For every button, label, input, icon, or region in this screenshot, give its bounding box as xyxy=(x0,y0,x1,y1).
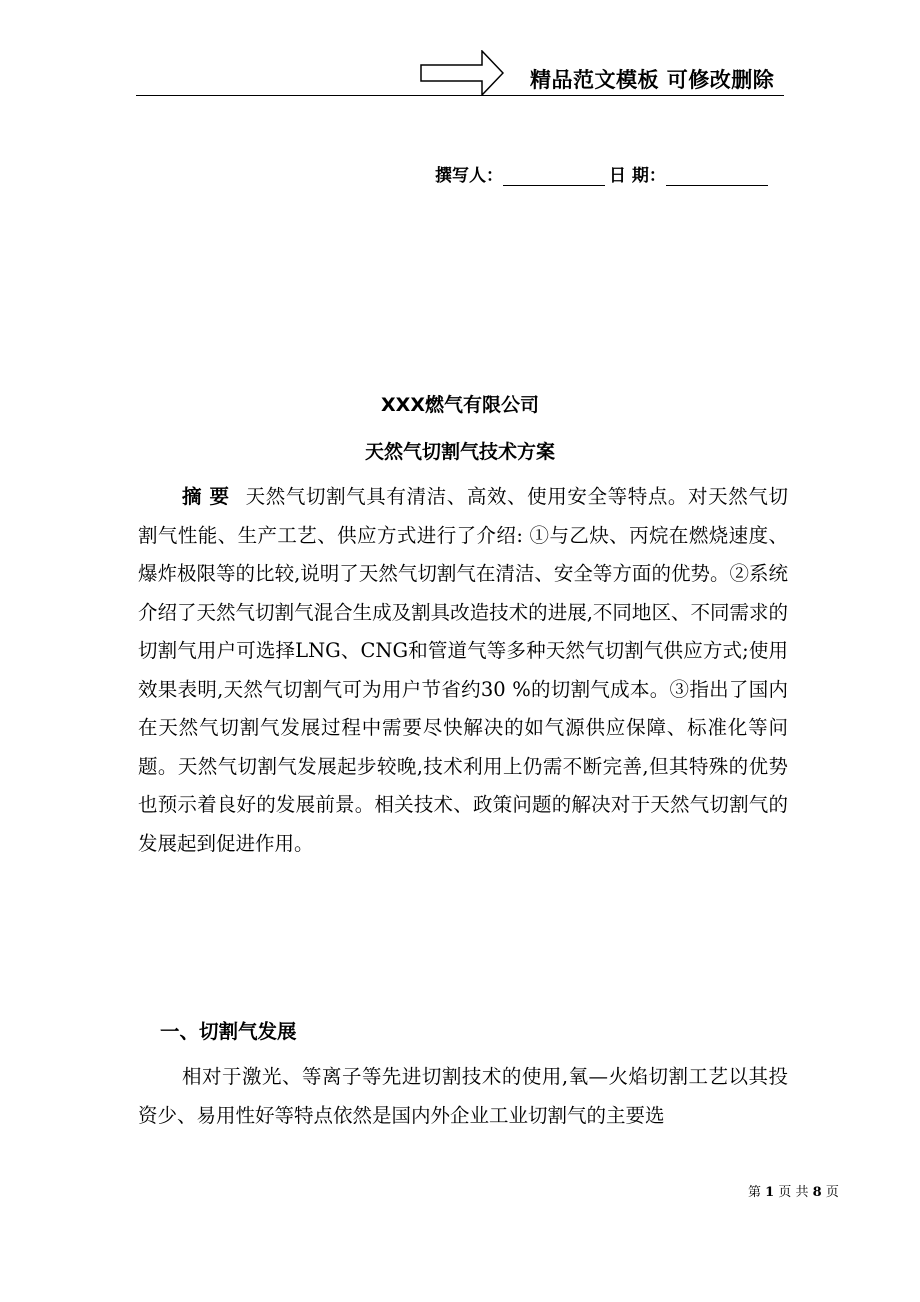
date-blank xyxy=(666,166,768,186)
date-label: 日 期： xyxy=(609,166,666,186)
author-date-row xyxy=(435,161,772,186)
abstract-text: 天然气切割气具有清洁、高效、使用安全等特点。对天然气切割气性能、生产工艺、供应方式进行了介绍: ①与乙炔、丙烷在燃烧速度、爆炸极限等的比较,说明了天然气切割气在清洁、安全等方面的优势。②系统介绍了天然气切割气混合生成及割具改造技术的进展,不同地区、不同需求的切割气用户可选择LNG、CNG和管道气等多种天然气切割气供应方式;使用效果表明,天然气切割气可为用户节省约30 %的切割气成本。③指出了国内在天然气切割气发展过程中需要尽快解决的如气源供应保障、标准化等问题。天然气切割气发展起步较晚,技术利用上仍需不断完善,但其特殊的优势也预示着良好的发展前景。相关技术、政策问题的解决对于天然气切割气的发展起到促进作用。 xyxy=(138,485,788,855)
abstract-label: 摘 要 xyxy=(182,485,230,508)
section-paragraph: 相对于激光、等离子等先进切割技术的使用,氧—火焰切割工艺以其投资少、易用性好等特点依然是国内外企业工业切割气的主要选 xyxy=(138,1065,788,1127)
section-heading: 一、切割气发展 xyxy=(160,1020,297,1043)
footer-suffix: 页 xyxy=(825,1185,839,1200)
footer-middle: 页 共 xyxy=(778,1185,809,1200)
header-title: 精品范文模板 可修改删除 xyxy=(530,68,775,92)
arrow-right-icon xyxy=(420,50,504,96)
document-title: 天然气切割气技术方案 xyxy=(364,441,555,463)
author-label: 撰写人： xyxy=(435,166,503,186)
author-blank xyxy=(503,166,605,186)
abstract-paragraph xyxy=(138,478,788,863)
header-divider xyxy=(136,95,784,96)
company-name: XXX燃气有限公司 xyxy=(381,394,539,416)
footer-current-page: 1 xyxy=(765,1185,775,1200)
page-footer xyxy=(748,1181,839,1200)
footer-prefix: 第 xyxy=(748,1185,762,1200)
footer-total-pages: 8 xyxy=(812,1185,822,1200)
